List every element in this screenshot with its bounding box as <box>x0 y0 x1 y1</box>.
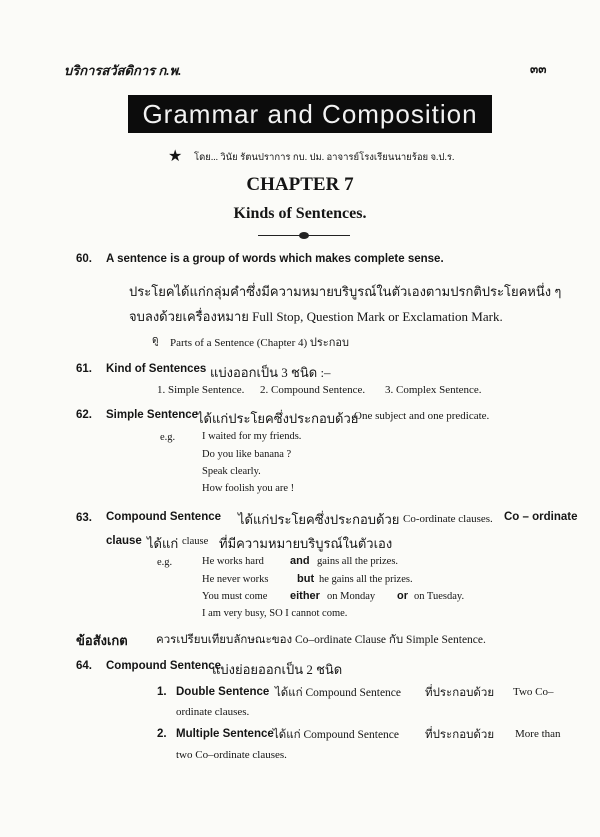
double-sentence-term: Double Sentence <box>176 686 270 698</box>
co-ordinate-term: Co – ordinate <box>504 511 578 523</box>
section-banner: Grammar and Composition <box>128 95 492 133</box>
compound-example-4: I am very busy, SO I cannot come. <box>202 608 348 619</box>
conjunction-and: and <box>290 555 310 567</box>
simple-example-1: I waited for my friends. <box>202 431 302 442</box>
kind-item-1: 1. Simple Sentence. <box>157 384 245 396</box>
section-number-63: 63. <box>76 512 92 524</box>
compound-division-thai: แบ่งย่อยออกเป็น 2 ชนิด <box>212 662 343 677</box>
clause-term: clause <box>106 535 142 547</box>
kinds-heading: Kind of Sentences <box>106 363 207 375</box>
multiple-sentence-thai: ได้แก่ Compound Sentence <box>273 729 400 741</box>
kind-item-2: 2. Compound Sentence. <box>260 384 366 396</box>
compound-example-3-e: on Tuesday. <box>414 591 465 602</box>
chapter-heading: CHAPTER 7 <box>246 174 354 195</box>
section-number-61: 61. <box>76 363 92 375</box>
sentence-definition: A sentence is a group of words which makes complete sense. <box>106 253 444 265</box>
author-byline: โดย... วินัย รัตนปราการ กบ. ปม. อาจารย์โรงเรียนนายร้อย จ.ป.ร. <box>194 153 455 163</box>
compound-example-2-a: He never works <box>202 574 269 585</box>
section-number-62: 62. <box>76 409 92 421</box>
thai-explanation-1: ประโยคได้แก่กลุ่มคำซึ่งมีความหมายบริบูรณ์ในตัวเองตามปรกติประโยคหนึ่ง ๆ <box>129 284 562 299</box>
multiple-sentence-term: Multiple Sentence <box>176 728 274 740</box>
item-number-1: 1. <box>157 686 167 698</box>
compound-sentence-heading: Compound Sentence <box>106 511 222 523</box>
double-sentence-thai: ได้แก่ Compound Sentence <box>275 687 402 699</box>
example-label: e.g. <box>160 432 176 443</box>
compound-example-1-c: gains all the prizes. <box>317 556 399 567</box>
multiple-sentence-rule-cont: two Co–ordinate clauses. <box>176 749 287 761</box>
section-number-64: 64. <box>76 660 92 672</box>
parts-reference: Parts of a Sentence (Chapter 4) ประกอบ <box>170 337 349 349</box>
simple-sentence-thai: ได้แก่ประโยคซึ่งประกอบด้วย <box>197 411 359 426</box>
note-mark: ดู <box>152 335 159 346</box>
compound-division-heading: Compound Sentence <box>106 660 222 672</box>
compound-example-1-a: He works hard <box>202 556 264 567</box>
simple-example-2: Do you like banana ? <box>202 449 292 460</box>
conjunction-either: either <box>290 590 320 602</box>
kind-item-3: 3. Complex Sentence. <box>385 384 482 396</box>
observation-text: ควรเปรียบเทียบลักษณะของ Co–ordinate Clause กับ Simple Sentence. <box>156 634 486 646</box>
simple-example-4: How foolish you are ! <box>202 483 295 494</box>
observation-label: ข้อสังเกต <box>76 633 128 648</box>
conjunction-but: but <box>297 573 315 585</box>
compound-example-2-c: he gains all the prizes. <box>319 574 413 585</box>
simple-sentence-heading: Simple Sentence <box>106 409 199 421</box>
compound-sentence-thai: ได้แก่ประโยคซึ่งประกอบด้วย <box>238 512 400 527</box>
example-label: e.g. <box>157 557 173 568</box>
conjunction-or: or <box>397 590 408 602</box>
star-icon: ★ <box>168 148 183 165</box>
simple-sentence-rule: One subject and one predicate. <box>354 410 490 422</box>
ornament-dot <box>299 232 309 239</box>
item-number-2: 2. <box>157 728 167 740</box>
thai-explanation-2: จบลงด้วยเครื่องหมาย Full Stop, Question Mark or Exclamation Mark. <box>129 309 503 324</box>
kinds-heading-thai: แบ่งออกเป็น 3 ชนิด :– <box>210 365 331 380</box>
compound-example-3-c: on Monday <box>327 591 376 602</box>
multiple-sentence-rule: More than <box>515 728 561 740</box>
compound-rule: Co-ordinate clauses. <box>403 513 493 525</box>
page-number: ๓๓ <box>530 62 547 76</box>
double-sentence-rule: Two Co– <box>513 686 554 698</box>
clause-word: clause <box>182 536 209 547</box>
multiple-sentence-thai-2: ที่ประกอบด้วย <box>425 729 495 741</box>
compound-example-3-a: You must come <box>202 591 268 602</box>
double-sentence-thai-2: ที่ประกอบด้วย <box>425 687 495 699</box>
chapter-title: Kinds of Sentences. <box>233 205 367 222</box>
section-number-60: 60. <box>76 253 92 265</box>
clause-thai-1: ได้แก่ <box>147 536 179 551</box>
double-sentence-rule-cont: ordinate clauses. <box>176 706 250 718</box>
clause-thai-2: ที่มีความหมายบริบูรณ์ในตัวเอง <box>219 536 393 551</box>
simple-example-3: Speak clearly. <box>202 466 261 477</box>
running-header: บริการสวัสดิการ ก.พ. <box>64 63 182 78</box>
